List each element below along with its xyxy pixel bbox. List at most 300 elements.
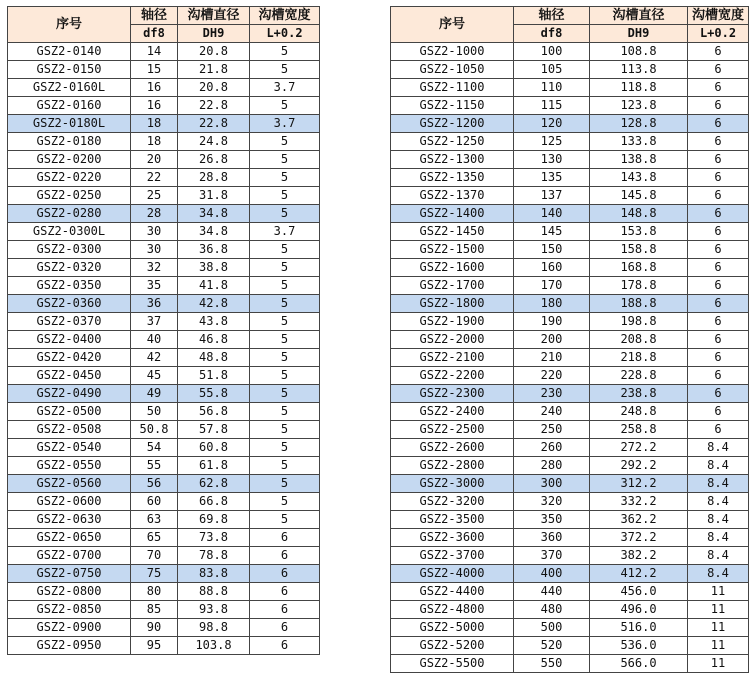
shaft-diameter-cell: 75: [131, 565, 178, 583]
part-number-cell: GSZ2-1350: [391, 169, 514, 187]
shaft-diameter-cell: 125: [514, 133, 590, 151]
header-shaft-diameter: 轴径: [514, 7, 590, 25]
shaft-diameter-cell: 200: [514, 331, 590, 349]
table-row: [391, 493, 749, 511]
groove-width-cell: 6: [688, 367, 749, 385]
shaft-diameter-cell: 120: [514, 115, 590, 133]
table-row: [8, 169, 320, 187]
part-number-cell: GSZ2-0360: [8, 295, 131, 313]
part-number-cell: GSZ2-0800: [8, 583, 131, 601]
table-row: [8, 439, 320, 457]
header-serial: 序号: [391, 7, 514, 43]
part-number-cell: GSZ2-1900: [391, 313, 514, 331]
groove-diameter-cell: 78.8: [178, 547, 250, 565]
table-row: [8, 97, 320, 115]
part-number-cell: GSZ2-0900: [8, 619, 131, 637]
groove-diameter-cell: 118.8: [590, 79, 688, 97]
groove-width-cell: 8.4: [688, 511, 749, 529]
groove-diameter-cell: 57.8: [178, 421, 250, 439]
groove-width-cell: 11: [688, 637, 749, 655]
part-number-cell: GSZ2-5000: [391, 619, 514, 637]
groove-width-cell: 6: [250, 583, 320, 601]
groove-diameter-cell: 20.8: [178, 79, 250, 97]
groove-width-cell: 6: [688, 43, 749, 61]
groove-diameter-cell: 178.8: [590, 277, 688, 295]
shaft-diameter-cell: 230: [514, 385, 590, 403]
groove-diameter-cell: 34.8: [178, 205, 250, 223]
groove-diameter-cell: 41.8: [178, 277, 250, 295]
groove-diameter-cell: 24.8: [178, 133, 250, 151]
groove-width-cell: 6: [688, 259, 749, 277]
groove-diameter-cell: 312.2: [590, 475, 688, 493]
table-row: [8, 133, 320, 151]
part-number-cell: GSZ2-1300: [391, 151, 514, 169]
part-number-cell: GSZ2-0160: [8, 97, 131, 115]
groove-width-cell: 6: [250, 637, 320, 655]
groove-width-cell: 5: [250, 97, 320, 115]
shaft-diameter-cell: 190: [514, 313, 590, 331]
table-row: [391, 79, 749, 97]
groove-width-cell: 5: [250, 403, 320, 421]
groove-diameter-cell: 38.8: [178, 259, 250, 277]
groove-diameter-cell: 113.8: [590, 61, 688, 79]
table-row: [391, 331, 749, 349]
shaft-diameter-cell: 280: [514, 457, 590, 475]
shaft-diameter-cell: 180: [514, 295, 590, 313]
shaft-diameter-cell: 54: [131, 439, 178, 457]
table-row: [391, 313, 749, 331]
shaft-diameter-cell: 110: [514, 79, 590, 97]
part-number-cell: GSZ2-0508: [8, 421, 131, 439]
table-row: [391, 61, 749, 79]
groove-diameter-cell: 168.8: [590, 259, 688, 277]
header-row: [8, 7, 320, 25]
groove-width-cell: 5: [250, 205, 320, 223]
shaft-diameter-cell: 440: [514, 583, 590, 601]
part-number-cell: GSZ2-0700: [8, 547, 131, 565]
table-row: [391, 259, 749, 277]
groove-diameter-cell: 272.2: [590, 439, 688, 457]
shaft-diameter-cell: 160: [514, 259, 590, 277]
shaft-diameter-cell: 14: [131, 43, 178, 61]
table-row: [391, 637, 749, 655]
part-number-cell: GSZ2-2300: [391, 385, 514, 403]
table-row: [391, 169, 749, 187]
groove-diameter-cell: 22.8: [178, 97, 250, 115]
groove-width-cell: 11: [688, 619, 749, 637]
part-number-cell: GSZ2-2000: [391, 331, 514, 349]
shaft-diameter-cell: 70: [131, 547, 178, 565]
part-number-cell: GSZ2-4400: [391, 583, 514, 601]
shaft-diameter-cell: 250: [514, 421, 590, 439]
groove-width-cell: 6: [688, 241, 749, 259]
groove-width-cell: 5: [250, 295, 320, 313]
part-number-cell: GSZ2-0300L: [8, 223, 131, 241]
header-groove-diameter: 沟槽直径: [590, 7, 688, 25]
groove-width-cell: 11: [688, 601, 749, 619]
left-spec-table: [7, 6, 320, 655]
groove-diameter-cell: 46.8: [178, 331, 250, 349]
part-number-cell: GSZ2-4000: [391, 565, 514, 583]
shaft-diameter-cell: 150: [514, 241, 590, 259]
part-number-cell: GSZ2-1700: [391, 277, 514, 295]
shaft-diameter-cell: 35: [131, 277, 178, 295]
groove-width-cell: 5: [250, 439, 320, 457]
groove-diameter-cell: 98.8: [178, 619, 250, 637]
table-row: [8, 493, 320, 511]
table-row: [8, 151, 320, 169]
groove-diameter-cell: 43.8: [178, 313, 250, 331]
table-row: [391, 277, 749, 295]
table-row: [391, 43, 749, 61]
groove-width-cell: 8.4: [688, 493, 749, 511]
groove-width-cell: 5: [250, 385, 320, 403]
part-number-cell: GSZ2-0140: [8, 43, 131, 61]
groove-diameter-cell: 69.8: [178, 511, 250, 529]
header-tolerance-df8: df8: [131, 25, 178, 43]
groove-width-cell: 5: [250, 169, 320, 187]
groove-width-cell: 5: [250, 151, 320, 169]
groove-diameter-cell: 158.8: [590, 241, 688, 259]
groove-width-cell: 6: [250, 619, 320, 637]
shaft-diameter-cell: 56: [131, 475, 178, 493]
groove-diameter-cell: 536.0: [590, 637, 688, 655]
groove-width-cell: 5: [250, 277, 320, 295]
groove-width-cell: 6: [688, 313, 749, 331]
groove-width-cell: 5: [250, 475, 320, 493]
shaft-diameter-cell: 210: [514, 349, 590, 367]
shaft-diameter-cell: 18: [131, 133, 178, 151]
groove-width-cell: 6: [688, 151, 749, 169]
part-number-cell: GSZ2-1200: [391, 115, 514, 133]
table-row: [8, 295, 320, 313]
groove-diameter-cell: 133.8: [590, 133, 688, 151]
part-number-cell: GSZ2-0160L: [8, 79, 131, 97]
shaft-diameter-cell: 360: [514, 529, 590, 547]
groove-diameter-cell: 60.8: [178, 439, 250, 457]
table-row: [391, 133, 749, 151]
groove-diameter-cell: 66.8: [178, 493, 250, 511]
groove-diameter-cell: 258.8: [590, 421, 688, 439]
shaft-diameter-cell: 145: [514, 223, 590, 241]
shaft-diameter-cell: 260: [514, 439, 590, 457]
shaft-diameter-cell: 50.8: [131, 421, 178, 439]
groove-diameter-cell: 238.8: [590, 385, 688, 403]
groove-width-cell: 6: [688, 133, 749, 151]
part-number-cell: GSZ2-1250: [391, 133, 514, 151]
table-row: [8, 403, 320, 421]
table-row: [8, 277, 320, 295]
part-number-cell: GSZ2-0200: [8, 151, 131, 169]
groove-width-cell: 6: [688, 277, 749, 295]
groove-diameter-cell: 26.8: [178, 151, 250, 169]
table-row: [8, 619, 320, 637]
part-number-cell: GSZ2-1370: [391, 187, 514, 205]
groove-diameter-cell: 372.2: [590, 529, 688, 547]
part-number-cell: GSZ2-0180L: [8, 115, 131, 133]
groove-diameter-cell: 62.8: [178, 475, 250, 493]
table-row: [391, 457, 749, 475]
groove-width-cell: 6: [688, 349, 749, 367]
groove-width-cell: 6: [688, 187, 749, 205]
part-number-cell: GSZ2-0400: [8, 331, 131, 349]
part-number-cell: GSZ2-1100: [391, 79, 514, 97]
groove-diameter-cell: 218.8: [590, 349, 688, 367]
table-row: [8, 241, 320, 259]
groove-width-cell: 6: [250, 601, 320, 619]
part-number-cell: GSZ2-0490: [8, 385, 131, 403]
shaft-diameter-cell: 40: [131, 331, 178, 349]
header-groove-diameter: 沟槽直径: [178, 7, 250, 25]
groove-width-cell: 6: [688, 331, 749, 349]
part-number-cell: GSZ2-0540: [8, 439, 131, 457]
right-spec-table: [390, 6, 749, 673]
table-row: [391, 511, 749, 529]
shaft-diameter-cell: 22: [131, 169, 178, 187]
shaft-diameter-cell: 42: [131, 349, 178, 367]
shaft-diameter-cell: 85: [131, 601, 178, 619]
shaft-diameter-cell: 137: [514, 187, 590, 205]
table-row: [391, 223, 749, 241]
part-number-cell: GSZ2-1600: [391, 259, 514, 277]
part-number-cell: GSZ2-5200: [391, 637, 514, 655]
table-row: [391, 655, 749, 673]
shaft-diameter-cell: 80: [131, 583, 178, 601]
groove-diameter-cell: 153.8: [590, 223, 688, 241]
groove-diameter-cell: 362.2: [590, 511, 688, 529]
groove-width-cell: 5: [250, 349, 320, 367]
groove-diameter-cell: 34.8: [178, 223, 250, 241]
part-number-cell: GSZ2-1500: [391, 241, 514, 259]
shaft-diameter-cell: 100: [514, 43, 590, 61]
groove-width-cell: 8.4: [688, 475, 749, 493]
groove-diameter-cell: 56.8: [178, 403, 250, 421]
table-row: [8, 331, 320, 349]
left-table-body: [8, 43, 320, 655]
groove-width-cell: 5: [250, 367, 320, 385]
shaft-diameter-cell: 32: [131, 259, 178, 277]
table-row: [391, 439, 749, 457]
table-row: [8, 601, 320, 619]
shaft-diameter-cell: 140: [514, 205, 590, 223]
part-number-cell: GSZ2-0950: [8, 637, 131, 655]
shaft-diameter-cell: 115: [514, 97, 590, 115]
shaft-diameter-cell: 550: [514, 655, 590, 673]
shaft-diameter-cell: 105: [514, 61, 590, 79]
shaft-diameter-cell: 300: [514, 475, 590, 493]
part-number-cell: GSZ2-3700: [391, 547, 514, 565]
groove-width-cell: 8.4: [688, 439, 749, 457]
groove-diameter-cell: 198.8: [590, 313, 688, 331]
header-serial: 序号: [8, 7, 131, 43]
header-shaft-diameter: 轴径: [131, 7, 178, 25]
shaft-diameter-cell: 480: [514, 601, 590, 619]
table-row: [391, 421, 749, 439]
part-number-cell: GSZ2-0220: [8, 169, 131, 187]
groove-diameter-cell: 55.8: [178, 385, 250, 403]
header-tolerance-l: L+0.2: [250, 25, 320, 43]
groove-width-cell: 6: [688, 79, 749, 97]
groove-diameter-cell: 108.8: [590, 43, 688, 61]
groove-diameter-cell: 138.8: [590, 151, 688, 169]
part-number-cell: GSZ2-0650: [8, 529, 131, 547]
groove-diameter-cell: 143.8: [590, 169, 688, 187]
part-number-cell: GSZ2-2100: [391, 349, 514, 367]
groove-diameter-cell: 456.0: [590, 583, 688, 601]
groove-width-cell: 5: [250, 259, 320, 277]
groove-width-cell: 11: [688, 655, 749, 673]
groove-diameter-cell: 382.2: [590, 547, 688, 565]
table-row: [8, 313, 320, 331]
shaft-diameter-cell: 135: [514, 169, 590, 187]
part-number-cell: GSZ2-2200: [391, 367, 514, 385]
groove-diameter-cell: 51.8: [178, 367, 250, 385]
table-row: [8, 187, 320, 205]
part-number-cell: GSZ2-2500: [391, 421, 514, 439]
part-number-cell: GSZ2-0550: [8, 457, 131, 475]
shaft-diameter-cell: 240: [514, 403, 590, 421]
part-number-cell: GSZ2-1050: [391, 61, 514, 79]
table-row: [391, 205, 749, 223]
shaft-diameter-cell: 20: [131, 151, 178, 169]
part-number-cell: GSZ2-0630: [8, 511, 131, 529]
part-number-cell: GSZ2-0560: [8, 475, 131, 493]
part-number-cell: GSZ2-3600: [391, 529, 514, 547]
groove-width-cell: 6: [688, 385, 749, 403]
groove-diameter-cell: 20.8: [178, 43, 250, 61]
shaft-diameter-cell: 60: [131, 493, 178, 511]
part-number-cell: GSZ2-3500: [391, 511, 514, 529]
part-number-cell: GSZ2-1000: [391, 43, 514, 61]
groove-width-cell: 5: [250, 187, 320, 205]
table-row: [391, 187, 749, 205]
header-tolerance-l: L+0.2: [688, 25, 749, 43]
part-number-cell: GSZ2-0320: [8, 259, 131, 277]
table-row: [8, 61, 320, 79]
groove-width-cell: 3.7: [250, 223, 320, 241]
groove-diameter-cell: 145.8: [590, 187, 688, 205]
groove-width-cell: 3.7: [250, 79, 320, 97]
table-row: [391, 295, 749, 313]
part-number-cell: GSZ2-0450: [8, 367, 131, 385]
groove-width-cell: 5: [250, 421, 320, 439]
groove-diameter-cell: 22.8: [178, 115, 250, 133]
groove-diameter-cell: 88.8: [178, 583, 250, 601]
table-row: [8, 223, 320, 241]
groove-diameter-cell: 21.8: [178, 61, 250, 79]
shaft-diameter-cell: 30: [131, 223, 178, 241]
groove-diameter-cell: 412.2: [590, 565, 688, 583]
table-row: [8, 349, 320, 367]
shaft-diameter-cell: 130: [514, 151, 590, 169]
part-number-cell: GSZ2-0350: [8, 277, 131, 295]
table-row: [8, 529, 320, 547]
groove-diameter-cell: 128.8: [590, 115, 688, 133]
shaft-diameter-cell: 25: [131, 187, 178, 205]
groove-diameter-cell: 28.8: [178, 169, 250, 187]
shaft-diameter-cell: 170: [514, 277, 590, 295]
groove-diameter-cell: 123.8: [590, 97, 688, 115]
header-tolerance-dh9: DH9: [590, 25, 688, 43]
groove-diameter-cell: 188.8: [590, 295, 688, 313]
shaft-diameter-cell: 65: [131, 529, 178, 547]
shaft-diameter-cell: 36: [131, 295, 178, 313]
part-number-cell: GSZ2-0420: [8, 349, 131, 367]
table-row: [391, 529, 749, 547]
groove-width-cell: 5: [250, 43, 320, 61]
part-number-cell: GSZ2-0370: [8, 313, 131, 331]
part-number-cell: GSZ2-3000: [391, 475, 514, 493]
part-number-cell: GSZ2-2600: [391, 439, 514, 457]
part-number-cell: GSZ2-0280: [8, 205, 131, 223]
table-row: [8, 475, 320, 493]
part-number-cell: GSZ2-2800: [391, 457, 514, 475]
groove-width-cell: 6: [688, 169, 749, 187]
shaft-diameter-cell: 15: [131, 61, 178, 79]
groove-width-cell: 6: [688, 223, 749, 241]
shaft-diameter-cell: 500: [514, 619, 590, 637]
shaft-diameter-cell: 400: [514, 565, 590, 583]
groove-width-cell: 3.7: [250, 115, 320, 133]
groove-diameter-cell: 332.2: [590, 493, 688, 511]
groove-width-cell: 5: [250, 313, 320, 331]
groove-diameter-cell: 36.8: [178, 241, 250, 259]
part-number-cell: GSZ2-3200: [391, 493, 514, 511]
shaft-diameter-cell: 55: [131, 457, 178, 475]
table-row: [8, 79, 320, 97]
groove-width-cell: 6: [688, 61, 749, 79]
table-row: [391, 241, 749, 259]
table-row: [8, 547, 320, 565]
groove-diameter-cell: 42.8: [178, 295, 250, 313]
table-row: [391, 151, 749, 169]
shaft-diameter-cell: 350: [514, 511, 590, 529]
table-row: [391, 97, 749, 115]
groove-width-cell: 6: [250, 565, 320, 583]
groove-diameter-cell: 61.8: [178, 457, 250, 475]
shaft-diameter-cell: 37: [131, 313, 178, 331]
table-row: [8, 115, 320, 133]
part-number-cell: GSZ2-0250: [8, 187, 131, 205]
groove-width-cell: 5: [250, 493, 320, 511]
table-row: [391, 403, 749, 421]
groove-diameter-cell: 228.8: [590, 367, 688, 385]
table-row: [8, 367, 320, 385]
table-row: [391, 475, 749, 493]
shaft-diameter-cell: 30: [131, 241, 178, 259]
table-row: [391, 349, 749, 367]
groove-diameter-cell: 248.8: [590, 403, 688, 421]
table-row: [391, 565, 749, 583]
groove-width-cell: 5: [250, 61, 320, 79]
groove-width-cell: 5: [250, 241, 320, 259]
part-number-cell: GSZ2-1800: [391, 295, 514, 313]
part-number-cell: GSZ2-1400: [391, 205, 514, 223]
groove-diameter-cell: 148.8: [590, 205, 688, 223]
table-row: [391, 619, 749, 637]
right-table-body: [391, 43, 749, 673]
table-row: [8, 511, 320, 529]
groove-width-cell: 6: [688, 295, 749, 313]
table-row: [8, 43, 320, 61]
header-row: [391, 7, 749, 25]
shaft-diameter-cell: 520: [514, 637, 590, 655]
table-row: [8, 583, 320, 601]
table-row: [8, 421, 320, 439]
header-groove-width: 沟槽宽度: [250, 7, 320, 25]
shaft-diameter-cell: 220: [514, 367, 590, 385]
groove-width-cell: 8.4: [688, 565, 749, 583]
